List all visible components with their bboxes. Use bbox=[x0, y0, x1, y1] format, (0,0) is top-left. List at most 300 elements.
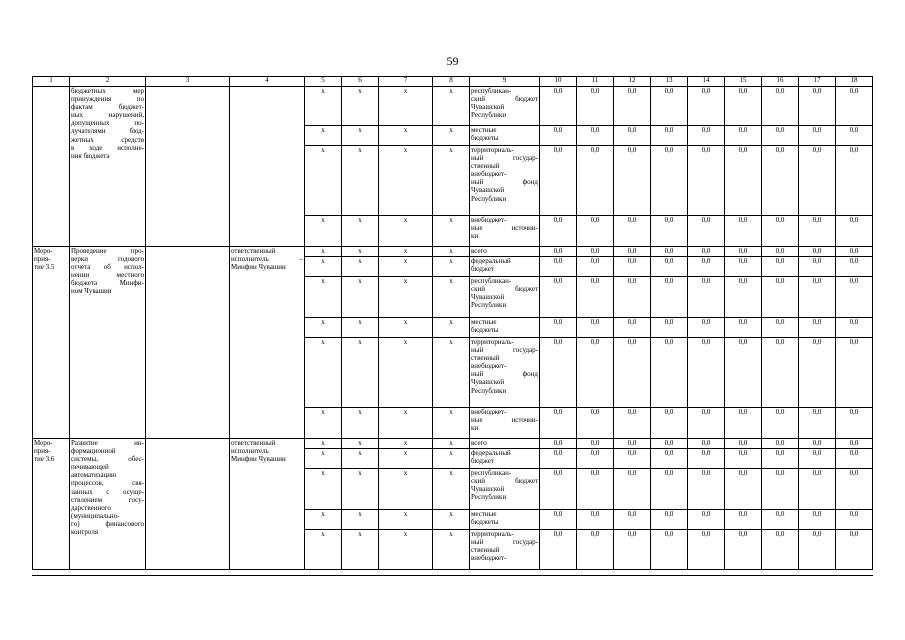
value-cell: 0,0 bbox=[614, 530, 651, 570]
code-mark-cell: x bbox=[305, 510, 342, 530]
funding-source-cell bbox=[470, 126, 540, 146]
column-header-9: 9 bbox=[470, 77, 540, 87]
value-cell: 0,0 bbox=[577, 449, 614, 469]
code-mark-cell: x bbox=[342, 87, 379, 126]
code-mark-cell: x bbox=[379, 439, 433, 449]
value-cell: 0,0 bbox=[725, 277, 762, 318]
code-mark-cell: x bbox=[342, 449, 379, 469]
text-line: ных нарушений, bbox=[71, 111, 144, 120]
value-cell: 0,0 bbox=[725, 439, 762, 449]
value-cell: 0,0 bbox=[836, 408, 873, 439]
value-cell: 0,0 bbox=[614, 216, 651, 247]
value-cell: 0,0 bbox=[725, 257, 762, 277]
code-mark-cell: x bbox=[305, 439, 342, 449]
text-line: исполнитель – bbox=[231, 255, 303, 264]
column-header-13: 13 bbox=[651, 77, 688, 87]
code-mark-cell: x bbox=[379, 530, 433, 570]
column-3-cell bbox=[146, 87, 230, 247]
text-line: федеральный bbox=[471, 449, 511, 457]
code-mark-cell: x bbox=[342, 126, 379, 146]
value-cell: 0,0 bbox=[540, 126, 577, 146]
value-cell: 0,0 bbox=[688, 277, 725, 318]
code-mark-cell: x bbox=[305, 338, 342, 408]
text-line: принуждения по bbox=[71, 95, 144, 104]
code-mark-cell: x bbox=[379, 247, 433, 257]
text-line: ственный bbox=[471, 546, 500, 555]
text-line: ный фонд bbox=[471, 178, 538, 187]
code-mark-cell: x bbox=[305, 146, 342, 216]
text-line: допущенных по- bbox=[71, 119, 144, 128]
text-line: ский бюджет bbox=[471, 285, 538, 294]
code-mark-cell: x bbox=[305, 408, 342, 439]
code-mark-cell: x bbox=[305, 277, 342, 318]
text-line: Чувашской bbox=[471, 186, 505, 195]
funding-source-cell bbox=[470, 247, 540, 257]
column-header-4: 4 bbox=[230, 77, 305, 87]
value-cell: 0,0 bbox=[540, 449, 577, 469]
text-line: ный фонд bbox=[471, 370, 538, 379]
value-cell: 0,0 bbox=[799, 216, 836, 247]
code-mark-cell: x bbox=[433, 469, 470, 510]
code-mark-cell: x bbox=[433, 247, 470, 257]
value-cell: 0,0 bbox=[836, 338, 873, 408]
value-cell: 0,0 bbox=[577, 216, 614, 247]
value-cell: 0,0 bbox=[614, 408, 651, 439]
value-cell: 0,0 bbox=[836, 277, 873, 318]
value-cell: 0,0 bbox=[762, 439, 799, 449]
value-cell: 0,0 bbox=[688, 216, 725, 247]
code-mark-cell: x bbox=[379, 146, 433, 216]
column-header-8: 8 bbox=[433, 77, 470, 87]
text-line: внебюджет- bbox=[471, 362, 507, 371]
funding-source-cell bbox=[470, 216, 540, 247]
value-cell: 0,0 bbox=[577, 146, 614, 216]
value-cell: 0,0 bbox=[651, 257, 688, 277]
value-cell: 0,0 bbox=[651, 439, 688, 449]
funding-source-cell bbox=[470, 408, 540, 439]
text-line: республикан- bbox=[471, 87, 512, 95]
text-line: дарственного bbox=[71, 503, 111, 512]
code-mark-cell: x bbox=[379, 277, 433, 318]
value-cell: 0,0 bbox=[836, 318, 873, 338]
column-header-12: 12 bbox=[614, 77, 651, 87]
text-line: жетных средств bbox=[71, 135, 144, 144]
text-line: процессов, свя- bbox=[71, 479, 144, 488]
text-line: исполнитель bbox=[231, 447, 269, 456]
value-cell: 0,0 bbox=[651, 530, 688, 570]
text-line: местные bbox=[471, 510, 497, 518]
value-cell: 0,0 bbox=[725, 469, 762, 510]
value-cell: 0,0 bbox=[799, 247, 836, 257]
value-cell: 0,0 bbox=[762, 87, 799, 126]
value-cell: 0,0 bbox=[614, 247, 651, 257]
value-cell: 0,0 bbox=[651, 87, 688, 126]
text-line: внебюджет- bbox=[471, 216, 507, 224]
text-line: лучателями бюд- bbox=[71, 127, 144, 136]
text-line: ные источни- bbox=[471, 224, 538, 233]
code-mark-cell: x bbox=[433, 408, 470, 439]
value-cell: 0,0 bbox=[836, 449, 873, 469]
value-cell: 0,0 bbox=[762, 247, 799, 257]
value-cell: 0,0 bbox=[577, 338, 614, 408]
text-line: внебюджет- bbox=[471, 408, 507, 416]
code-mark-cell: x bbox=[342, 257, 379, 277]
code-mark-cell: x bbox=[305, 216, 342, 247]
text-line: ный государ- bbox=[471, 154, 538, 163]
text-line: внебюджет- bbox=[471, 170, 507, 179]
code-mark-cell: x bbox=[342, 318, 379, 338]
code-mark-cell: x bbox=[379, 408, 433, 439]
text-line: фактам бюджет- bbox=[71, 103, 144, 112]
code-mark-cell: x bbox=[433, 277, 470, 318]
value-cell: 0,0 bbox=[614, 87, 651, 126]
value-cell: 0,0 bbox=[762, 277, 799, 318]
text-line: Республики bbox=[471, 301, 507, 310]
text-line: бюджета Минфи- bbox=[71, 279, 144, 288]
value-cell: 0,0 bbox=[540, 216, 577, 247]
text-line: ственный bbox=[471, 162, 500, 171]
value-cell: 0,0 bbox=[762, 257, 799, 277]
page-number: 59 bbox=[446, 54, 459, 68]
value-cell: 0,0 bbox=[725, 408, 762, 439]
value-cell: 0,0 bbox=[688, 146, 725, 216]
text-line: всего bbox=[471, 439, 487, 447]
value-cell: 0,0 bbox=[651, 277, 688, 318]
value-cell: 0,0 bbox=[540, 146, 577, 216]
column-header-2: 2 bbox=[70, 77, 146, 87]
funding-source-cell bbox=[470, 449, 540, 469]
funding-source-cell bbox=[470, 87, 540, 126]
value-cell: 0,0 bbox=[725, 87, 762, 126]
text-line: в ходе исполне- bbox=[71, 143, 144, 152]
bottom-rule bbox=[32, 575, 873, 576]
value-cell: 0,0 bbox=[651, 247, 688, 257]
value-cell: 0,0 bbox=[836, 126, 873, 146]
code-mark-cell: x bbox=[342, 408, 379, 439]
text-line: печивающей bbox=[71, 463, 109, 472]
value-cell: 0,0 bbox=[688, 247, 725, 257]
value-cell: 0,0 bbox=[577, 277, 614, 318]
value-cell: 0,0 bbox=[651, 146, 688, 216]
activity-description-cell bbox=[70, 247, 146, 439]
column-header-7: 7 bbox=[379, 77, 433, 87]
activity-code-cell bbox=[33, 439, 70, 570]
text-line: Развитие ин- bbox=[71, 439, 144, 447]
value-cell: 0,0 bbox=[725, 247, 762, 257]
value-cell: 0,0 bbox=[614, 338, 651, 408]
text-line: ные источни- bbox=[471, 416, 538, 425]
text-line: Республики bbox=[471, 493, 507, 502]
text-line: ский бюджет bbox=[471, 477, 538, 486]
table-row bbox=[33, 87, 873, 126]
code-mark-cell: x bbox=[379, 469, 433, 510]
funding-source-cell bbox=[470, 257, 540, 277]
funding-source-cell bbox=[470, 318, 540, 338]
value-cell: 0,0 bbox=[725, 338, 762, 408]
text-line: бюджет bbox=[471, 265, 494, 274]
value-cell: 0,0 bbox=[577, 257, 614, 277]
value-cell: 0,0 bbox=[540, 408, 577, 439]
value-cell: 0,0 bbox=[799, 318, 836, 338]
code-mark-cell: x bbox=[342, 469, 379, 510]
value-cell: 0,0 bbox=[614, 126, 651, 146]
value-cell: 0,0 bbox=[614, 146, 651, 216]
executor-cell bbox=[230, 87, 305, 247]
value-cell: 0,0 bbox=[688, 530, 725, 570]
text-line: занных с осуще- bbox=[71, 487, 144, 496]
funding-source-cell bbox=[470, 439, 540, 449]
value-cell: 0,0 bbox=[836, 439, 873, 449]
value-cell: 0,0 bbox=[725, 146, 762, 216]
value-cell: 0,0 bbox=[651, 469, 688, 510]
code-mark-cell: x bbox=[342, 146, 379, 216]
value-cell: 0,0 bbox=[651, 126, 688, 146]
value-cell: 0,0 bbox=[651, 510, 688, 530]
executor-cell bbox=[230, 439, 305, 570]
value-cell: 0,0 bbox=[836, 510, 873, 530]
value-cell: 0,0 bbox=[651, 449, 688, 469]
text-line: ном Чувашии bbox=[71, 287, 112, 296]
text-line: ответственный bbox=[231, 247, 276, 255]
value-cell: 0,0 bbox=[762, 338, 799, 408]
text-line: Республики bbox=[471, 386, 507, 395]
value-cell: 0,0 bbox=[762, 146, 799, 216]
value-cell: 0,0 bbox=[799, 408, 836, 439]
code-mark-cell: x bbox=[433, 126, 470, 146]
text-line: республикан- bbox=[471, 277, 512, 285]
code-mark-cell: x bbox=[305, 530, 342, 570]
code-mark-cell: x bbox=[433, 216, 470, 247]
text-line: тие 3.6 bbox=[34, 455, 55, 464]
text-line: ния бюджета bbox=[71, 151, 110, 160]
code-mark-cell: x bbox=[305, 247, 342, 257]
text-line: бюджеты bbox=[471, 326, 499, 335]
value-cell: 0,0 bbox=[540, 277, 577, 318]
column-header-16: 16 bbox=[762, 77, 799, 87]
code-mark-cell: x bbox=[379, 318, 433, 338]
value-cell: 0,0 bbox=[688, 126, 725, 146]
value-cell: 0,0 bbox=[540, 87, 577, 126]
value-cell: 0,0 bbox=[688, 257, 725, 277]
value-cell: 0,0 bbox=[762, 216, 799, 247]
value-cell: 0,0 bbox=[799, 530, 836, 570]
text-line: ный государ- bbox=[471, 538, 538, 547]
value-cell: 0,0 bbox=[762, 408, 799, 439]
column-header-6: 6 bbox=[342, 77, 379, 87]
value-cell: 0,0 bbox=[762, 318, 799, 338]
column-3-cell bbox=[146, 439, 230, 570]
code-mark-cell: x bbox=[433, 146, 470, 216]
value-cell: 0,0 bbox=[836, 216, 873, 247]
code-mark-cell: x bbox=[433, 449, 470, 469]
code-mark-cell: x bbox=[342, 338, 379, 408]
budget-table bbox=[32, 76, 873, 570]
value-cell: 0,0 bbox=[540, 247, 577, 257]
value-cell: 0,0 bbox=[540, 469, 577, 510]
code-mark-cell: x bbox=[379, 216, 433, 247]
code-mark-cell: x bbox=[342, 510, 379, 530]
value-cell: 0,0 bbox=[762, 530, 799, 570]
value-cell: 0,0 bbox=[688, 87, 725, 126]
value-cell: 0,0 bbox=[799, 449, 836, 469]
text-line: формационной bbox=[71, 447, 116, 456]
text-line: территориаль- bbox=[471, 146, 514, 154]
text-line: Минфин Чувашии bbox=[231, 455, 286, 464]
code-mark-cell: x bbox=[305, 126, 342, 146]
value-cell: 0,0 bbox=[614, 510, 651, 530]
text-line: (муниципально- bbox=[71, 511, 120, 520]
value-cell: 0,0 bbox=[836, 257, 873, 277]
value-cell: 0,0 bbox=[725, 530, 762, 570]
code-mark-cell: x bbox=[305, 449, 342, 469]
text-line: прия- bbox=[34, 255, 51, 264]
text-line: ский бюджет bbox=[471, 95, 538, 104]
value-cell: 0,0 bbox=[614, 277, 651, 318]
value-cell: 0,0 bbox=[725, 510, 762, 530]
value-cell: 0,0 bbox=[799, 257, 836, 277]
value-cell: 0,0 bbox=[688, 510, 725, 530]
value-cell: 0,0 bbox=[688, 338, 725, 408]
text-line: бюджеты bbox=[471, 518, 499, 527]
value-cell: 0,0 bbox=[577, 87, 614, 126]
value-cell: 0,0 bbox=[614, 439, 651, 449]
text-line: Минфин Чувашии bbox=[231, 263, 286, 272]
executor-cell bbox=[230, 247, 305, 439]
column-header-1: 1 bbox=[33, 77, 70, 87]
code-mark-cell: x bbox=[433, 338, 470, 408]
code-mark-cell: x bbox=[342, 530, 379, 570]
code-mark-cell: x bbox=[433, 510, 470, 530]
value-cell: 0,0 bbox=[762, 469, 799, 510]
value-cell: 0,0 bbox=[540, 510, 577, 530]
text-line: Республики bbox=[471, 111, 507, 120]
funding-source-cell bbox=[470, 530, 540, 570]
text-line: бюджеты bbox=[471, 134, 499, 143]
value-cell: 0,0 bbox=[651, 338, 688, 408]
text-line: ки bbox=[471, 232, 479, 241]
column-header-11: 11 bbox=[577, 77, 614, 87]
value-cell: 0,0 bbox=[540, 257, 577, 277]
text-line: ки bbox=[471, 424, 479, 433]
text-line: Меро- bbox=[34, 247, 53, 255]
column-header-17: 17 bbox=[799, 77, 836, 87]
text-line: Чувашской bbox=[471, 293, 505, 302]
code-mark-cell: x bbox=[379, 510, 433, 530]
code-mark-cell: x bbox=[379, 126, 433, 146]
text-line: ственный bbox=[471, 354, 500, 363]
value-cell: 0,0 bbox=[614, 257, 651, 277]
value-cell: 0,0 bbox=[614, 318, 651, 338]
text-line: контроля bbox=[71, 528, 99, 537]
table-row bbox=[33, 247, 873, 257]
value-cell: 0,0 bbox=[725, 216, 762, 247]
value-cell: 0,0 bbox=[577, 439, 614, 449]
value-cell: 0,0 bbox=[688, 469, 725, 510]
value-cell: 0,0 bbox=[651, 318, 688, 338]
value-cell: 0,0 bbox=[577, 469, 614, 510]
text-line: системы, обес- bbox=[71, 455, 144, 464]
text-line: Чувашской bbox=[471, 378, 505, 387]
value-cell: 0,0 bbox=[799, 87, 836, 126]
code-mark-cell: x bbox=[342, 277, 379, 318]
value-cell: 0,0 bbox=[836, 469, 873, 510]
value-cell: 0,0 bbox=[836, 146, 873, 216]
value-cell: 0,0 bbox=[651, 408, 688, 439]
code-mark-cell: x bbox=[433, 257, 470, 277]
value-cell: 0,0 bbox=[762, 510, 799, 530]
code-mark-cell: x bbox=[305, 257, 342, 277]
value-cell: 0,0 bbox=[577, 318, 614, 338]
value-cell: 0,0 bbox=[614, 449, 651, 469]
value-cell: 0,0 bbox=[688, 408, 725, 439]
code-mark-cell: x bbox=[379, 338, 433, 408]
text-line: республикан- bbox=[471, 469, 512, 477]
funding-source-cell bbox=[470, 469, 540, 510]
value-cell: 0,0 bbox=[836, 87, 873, 126]
activity-code-cell bbox=[33, 247, 70, 439]
value-cell: 0,0 bbox=[540, 318, 577, 338]
code-mark-cell: x bbox=[433, 530, 470, 570]
value-cell: 0,0 bbox=[540, 338, 577, 408]
code-mark-cell: x bbox=[379, 87, 433, 126]
column-3-cell bbox=[146, 247, 230, 439]
text-line: верки годового bbox=[71, 255, 144, 264]
text-line: го) финансового bbox=[71, 519, 144, 528]
value-cell: 0,0 bbox=[799, 510, 836, 530]
code-mark-cell: x bbox=[433, 318, 470, 338]
funding-source-cell bbox=[470, 510, 540, 530]
code-mark-cell: x bbox=[342, 439, 379, 449]
funding-source-cell bbox=[470, 277, 540, 318]
text-line: Чувашской bbox=[471, 103, 505, 112]
code-mark-cell: x bbox=[433, 87, 470, 126]
text-line: Проведение про- bbox=[71, 247, 144, 255]
funding-source-cell bbox=[470, 146, 540, 216]
value-cell: 0,0 bbox=[725, 449, 762, 469]
code-mark-cell: x bbox=[305, 318, 342, 338]
text-line: бюджетных мер bbox=[71, 87, 144, 95]
text-line: отчета об испол- bbox=[71, 263, 144, 272]
column-header-14: 14 bbox=[688, 77, 725, 87]
funding-source-cell bbox=[470, 338, 540, 408]
code-mark-cell: x bbox=[379, 449, 433, 469]
value-cell: 0,0 bbox=[577, 408, 614, 439]
text-line: местные bbox=[471, 318, 497, 326]
code-mark-cell: x bbox=[305, 469, 342, 510]
text-line: ответственный bbox=[231, 439, 276, 447]
text-line: федеральный bbox=[471, 257, 511, 265]
code-mark-cell: x bbox=[433, 439, 470, 449]
value-cell: 0,0 bbox=[799, 469, 836, 510]
value-cell: 0,0 bbox=[577, 247, 614, 257]
column-header-18: 18 bbox=[836, 77, 873, 87]
text-line: ный государ- bbox=[471, 346, 538, 355]
value-cell: 0,0 bbox=[651, 216, 688, 247]
activity-description-cell bbox=[70, 439, 146, 570]
value-cell: 0,0 bbox=[799, 338, 836, 408]
text-line: территориаль- bbox=[471, 530, 514, 538]
value-cell: 0,0 bbox=[836, 530, 873, 570]
value-cell: 0,0 bbox=[799, 146, 836, 216]
text-line: ствлением госу- bbox=[71, 495, 144, 504]
value-cell: 0,0 bbox=[688, 439, 725, 449]
code-mark-cell: x bbox=[342, 216, 379, 247]
value-cell: 0,0 bbox=[725, 318, 762, 338]
table-row bbox=[33, 439, 873, 449]
column-header-15: 15 bbox=[725, 77, 762, 87]
value-cell: 0,0 bbox=[762, 449, 799, 469]
value-cell: 0,0 bbox=[799, 126, 836, 146]
